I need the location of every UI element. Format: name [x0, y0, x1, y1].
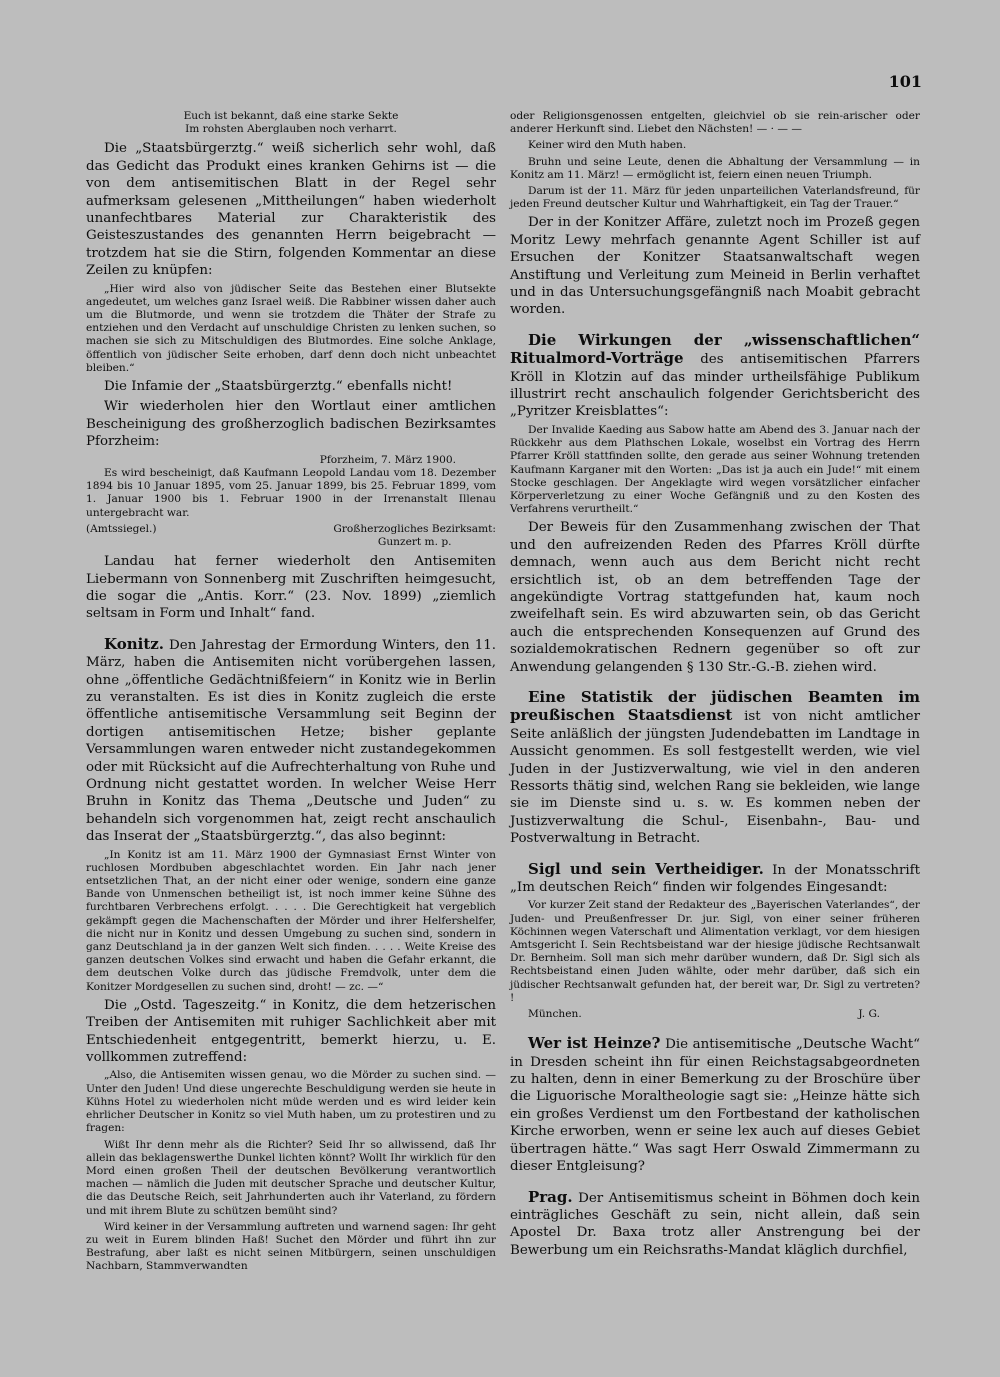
right-column: [510, 110, 920, 1262]
poem-line-1: Euch ist bekannt, daß eine starke Sekte: [183, 110, 399, 122]
signer: Gunzert m. p.: [377, 535, 452, 548]
wirkungen-text: des antisemitischen Pfarrers Kröll in Klotzin auf das minder urtheilsfähige Publikum illustrirt recht anschaulich folgender Gerichtsbericht des „Pyritzer Kreisblattes“:: [510, 352, 920, 420]
quote: Der Invalide Kaeding aus Sabow hatte am Abend des 3. Januar nach der Rückkehr aus dem Plathschen Lokale, woselbst ein Vortrag des Herrn Pfarrer Kröll stattfinden sollte, den gerade aus seiner Wohnung tretenden Kaufmann Karganer mit den Worten: „Das ist ja auch ein Jude!“ mit einem Stocke geschlagen. Der Angeklagte wird wegen vorsätzlicher einfacher Körperverletzung zu einer Woche Gefängniß und zu den Kosten des Verfahrens verurtheilt.“: [510, 423, 920, 516]
prag-article: [510, 1189, 920, 1260]
paragraph: Landau hat ferner wiederholt den Antisemiten Liebermann von Sonnenberg mit Zuschriften heimgesucht, die sogar die „Antis. Korr.“ (23. Nov. 1899) „ziemlich seltsam in Form und Inhalt“ fand.: [86, 554, 496, 622]
quote-signature-row: [510, 1008, 920, 1021]
certificate-text: Es wird bescheinigt, daß Kaufmann Leopold Landau vom 18. Dezember 1894 bis 10 Januar 1895, vom 25. Januar 1899, bis 25. Februar 1899, vom 1. Januar 1900 bis 1. Februar 1900 in der Irrenanstalt Illenau untergebracht war.: [86, 466, 496, 519]
paragraph: Die Infamie der „Staatsbürgerztg.“ ebenfalls nicht!: [104, 379, 453, 395]
statistik-text: ist von nicht amtlicher Seite anläßlich der jüngsten Judendebatten im Landtage in Aussicht genommen. Es soll festgestellt werden, wie viel Juden in der Justizverwaltung, wie viel in den anderen Ressorts thätig sind, welchen Rang sie bekleiden, wie lange sie im Dienste sind u. s. w. Es kommen neben der Justizverwaltung die Schul-, Eisenbahn-, Bau- und Postverwaltung in Betracht.: [510, 709, 920, 847]
quote-place: München.: [528, 1008, 582, 1021]
quote: Vor kurzer Zeit stand der Redakteur des „Bayerischen Vaterlandes“, der Juden- und Preußenfresser Dr. jur. Sigl, von einer seiner früheren Köchinnen wegen Vaterschaft und Alimentation verklagt, vor dem hiesigen Amtsgericht I. Sein Rechtsbeistand war der hiesige jüdische Rechtsanwalt Dr. Bernheim. Soll man sich mehr darüber wundern, daß Dr. Sigl sich als Rechtsbeistand einen Juden wählte, oder mehr darüber, daß sich ein jüdischer Rechtsanwalt gefunden hat, der bereit war, Dr. Sigl zu vertreten? !: [510, 899, 920, 1004]
prag-heading: Prag.: [528, 1187, 573, 1206]
sigl-heading: Sigl und sein Vertheidiger.: [528, 859, 764, 878]
quote: „Hier wird also von jüdischer Seite das Bestehen einer Blutsekte angedeutet, um welches ganz Israel weiß. Die Rabbiner wissen daher auch um die Blutmorde, und wenn sie trotzdem die Thäter der Strafe zu entziehen und den Verdacht auf unschuldige Christen zu lenken suchen, so machen sie sich zu Mitschuldigen des Blutmordes. Eine solche Anklage, öffentlich von jüdischer Seite erhoben, darf denn doch nicht unbeachtet bleiben.“: [86, 282, 496, 374]
quote-signature: J. G.: [858, 1008, 880, 1021]
konitz-article: [86, 636, 496, 846]
heinze-heading: Wer ist Heinze?: [528, 1034, 661, 1053]
certificate-signature-row: [86, 523, 496, 549]
page-number: 101: [888, 72, 922, 91]
wirkungen-article: [510, 332, 920, 421]
poem-line-2: Im rohsten Aberglauben noch verharrt.: [185, 123, 397, 136]
konitz-heading: Konitz.: [104, 634, 164, 653]
quote: „In Konitz ist am 11. März 1900 der Gymnasiast Ernst Winter von ruchlosen Mordbuben abgeschlachtet worden. Ein Jahr nach jener entsetzlichen That, an der nicht einer oder wenige, sondern eine ganze Bande von Unmenschen betheiligt ist, ist noch immer keine Sühne des furchtbaren Verbrechens erfolgt. . . . . Die Gerechtigkeit hat vergeblich gekämpft gegen die Machenschaften der Mörder und ihrer Helfershelfer, die nicht nur in Konitz und dessen Umgebung zu suchen sind, sondern in ganz Deutschland ja in der ganzen Welt sich finden. . . . . Weite Kreise des ganzen deutschen Volkes sind erwacht und haben die Gefahr erkannt, die dem deutschen Volke durch das jüdische Fremdvolk, unter dem die Konitzer Mordgesellen zu suchen sind, droht! — zc. —“: [86, 848, 496, 993]
paragraph: Der in der Konitzer Affäre, zuletzt noch im Prozeß gegen Moritz Lewy mehrfach genannte Agent Schiller ist auf Ersuchen der Konitzer Staatsanwaltschaft wegen Anstiftung und Verleitung zum Meineid in Berlin verhaftet und in das Untersuchungsgefängniß nach Moabit gebracht worden.: [510, 215, 920, 318]
quote: Bruhn und seine Leute, denen die Abhaltung der Versammlung — in Konitz am 11. März! — ermöglicht ist, feiern einen neuen Triumph.: [510, 155, 920, 181]
quote: Wird keiner in der Versammlung auftreten und warnend sagen: Ihr geht zu weit in Eurem blinden Haß! Suchet den Mörder und führt ihn zur Bestrafung, aber laßt es nicht seinen Mitbürgern, seinen unschuldigen Nachbarn, Stammverwandten: [86, 1220, 496, 1273]
left-column: [86, 110, 496, 1277]
certificate-date: Pforzheim, 7. März 1900.: [319, 453, 456, 466]
quote: „Also, die Antisemiten wissen genau, wo die Mörder zu suchen sind. — Unter den Juden! Und diese ungerechte Beschuldigung werden sie heute in Kühns Hotel zu wiederholen nicht müde werden und es wird leider kein ehrlicher Deutscher in Konitz so viel Muth haben, um zu protestiren und zu fragen:: [86, 1069, 496, 1135]
paragraph: Die „Staatsbürgerztg.“ weiß sicherlich sehr wohl, daß das Gedicht das Produkt eines kranken Gehirns ist — die von dem antisemitischen Blatt in der Regel sehr aufmerksam gelesenen „Mittheilungen“ haben wiederholt unanfechtbares Material zur Charakteristik des Geisteszustandes des genannten Herrn beigebracht — trotzdem hat sie die Stirn, folgenden Kommentar an diese Zeilen zu knüpfen:: [86, 141, 496, 279]
heinze-article: [510, 1035, 920, 1175]
paragraph: Der Beweis für den Zusammenhang zwischen der That und den aufreizenden Reden des Pfarres Kröll dürfte demnach, wenn auch aus dem Bericht nicht recht ersichtlich ist, ob an dem betreffenden Tage der angekündigte Vortrag stattgefunden hat, kaum noch zweifelhaft sein. Es wird abzuwarten sein, ob das Gericht auch die entsprechenden Konsequenzen auf Grund des sozialdemokratischen Rednern gegenüber so oft zur Anwendung gelangenden § 130 Str.-G.-B. ziehen wird.: [510, 520, 920, 675]
quote: Darum ist der 11. März für jeden unparteilichen Vaterlandsfreund, für jeden Freund deutscher Kultur und Wahrhaftigkeit, ein Tag der Trauer.“: [510, 185, 920, 211]
quote: oder Religionsgenossen entgelten, gleichviel ob sie rein-arischer oder anderer Herkunft sind. Liebet den Nächsten! — · — —: [510, 110, 920, 136]
official-seal: (Amtssiegel.): [86, 522, 157, 535]
konitz-text: Den Jahrestag der Ermordung Winters, den 11. März, haben die Antisemiten nicht vorübergehen lassen, ohne „öffentliche Gedächtnißfeiern“ in Konitz wie in Berlin zu veranstalten. Es ist dies in Konitz zugleich die erste öffentliche antisemitische Versammlung seit Beginn der dortigen antisemitischen Hetze; bisher geplante Versammlungen waren entweder nicht zustandegekommen oder mit Rücksicht auf die Aufrechterhaltung von Ruhe und Ordnung nicht gestattet worden. In welcher Weise Herr Bruhn in Konitz das Thema „Deutsche und Juden“ zu behandeln sich vorgenommen hat, zeigt recht anschaulich das Inserat der „Staatsbürgerztg.“, das also beginnt:: [86, 637, 496, 845]
quote: Wißt Ihr denn mehr als die Richter? Seid Ihr so allwissend, daß Ihr allein das beklagenswerthe Dunkel lichten könnt? Wollt Ihr wirklich für den Mord einen großen Theil der deutschen Bevölkerung verantwortlich machen — nämlich die Juden mit deutscher Sprache und deutscher Kultur, die das Deutsche Reich, seit Jahrhunderten auch ihr Vaterland, zu fördern und mit ihrem Blute zu schützen bemüht sind?: [86, 1138, 496, 1217]
statistik-article: [510, 689, 920, 848]
paragraph: Die „Ostd. Tageszeitg.“ in Konitz, die dem hetzerischen Treiben der Antisemiten mit ruhiger Sachlichkeit aber mit Entschiedenheit entgegentritt, bemerkt hierzu, u. E. vollkommen zutreffend:: [86, 997, 496, 1066]
quote: Keiner wird den Muth haben.: [528, 139, 687, 152]
heinze-text: Die antisemitische „Deutsche Wacht“ in Dresden scheint ihn für einen Reichstagsabgeordneten zu halten, denn in einer Bemerkung zu der Broschüre über die Liguorische Moraltheologie sagt sie: „Heinze hätte sich ein großes Verdienst um den Fortbestand der katholischen Kirche erworben, wenn er seine lex auch auf dieses Gebiet übertragen hätte.“ Was sagt Herr Oswald Zimmermann zu dieser Entgleisung?: [510, 1037, 920, 1175]
district-office: Großherzogliches Bezirksamt:: [333, 522, 496, 535]
wirkungen-heading: Die Wirkungen der „wissenschaftlichen“ Ritualmord-Vorträge: [510, 330, 920, 368]
sigl-article: [510, 861, 920, 897]
paragraph: Wir wiederholen hier den Wortlaut einer amtlichen Bescheinigung des großherzoglich badischen Bezirksamtes Pforzheim:: [86, 399, 496, 450]
prag-text: Der Antisemitismus scheint in Böhmen doch kein einträgliches Geschäft zu sein, nicht allein, daß sein Apostel Dr. Baxa trotz aller Anstrengung bei der Bewerbung um ein Reichsraths-Mandat kläglich durchfiel,: [510, 1190, 920, 1258]
sigl-text: In der Monatsschrift „Im deutschen Reich“ finden wir folgendes Eingesandt:: [510, 862, 920, 896]
statistik-heading: Eine Statistik der jüdischen Beamten im preußischen Staatsdienst: [510, 687, 920, 725]
